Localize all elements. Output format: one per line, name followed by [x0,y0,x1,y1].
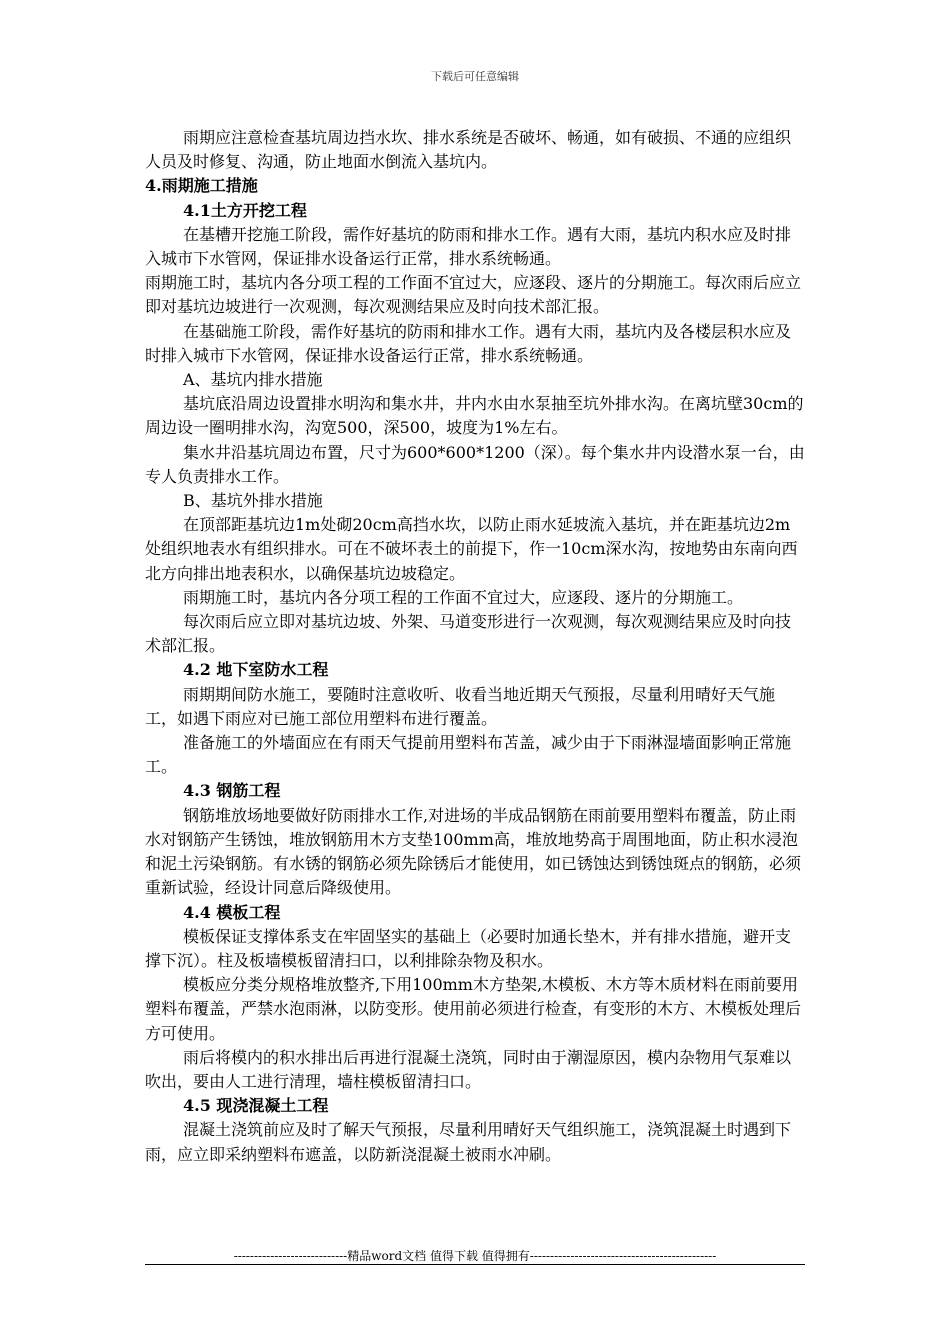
paragraph: 雨期应注意检查基坑周边挡水坎、排水系统是否破坏、畅通，如有破损、不通的应组织人员及时修复、沟通，防止地面水倒流入基坑内。 [145,128,792,172]
page-footer: ----------------------------精品word文档 值得下载 值得拥有---------------------------------------------- [233,1249,717,1263]
subsection-heading: 4.3 钢筋工程 [183,781,281,801]
subsection-heading: 4.1土方开挖工程 [183,200,307,220]
list-label: A、基坑内排水措施 [183,370,323,390]
paragraph: 雨期期间防水施工，要随时注意收听、收看当地近期天气预报，尽量利用晴好天气施工，如遇下雨应对已施工部位用塑料布进行覆盖。 [145,684,776,728]
paragraph: 在基础施工阶段，需作好基坑的防雨和排水工作。遇有大雨，基坑内及各楼层积水应及时排入城市下水管网，保证排水设备运行正常，排水系统畅通。 [145,321,792,365]
paragraph: 集水井沿基坑周边布置，尺寸为600*600*1200（深）。每个集水井内设潜水泵一台，由专人负责排水工作。 [145,442,805,486]
paragraph: 雨期施工时，基坑内各分项工程的工作面不宜过大，应逐段、逐片的分期施工。每次雨后应立即对基坑边坡进行一次观测，每次观测结果应及时向技术部汇报。 [145,273,802,317]
section-heading: 4.雨期施工措施 [145,176,258,196]
paragraph: 模板保证支撑体系支在牢固坚实的基础上（必要时加通长垫木，并有排水措施，避开支撑下沉）。柱及板墙模板留清扫口，以利排除杂物及积水。 [145,926,792,970]
footer-rule [145,1264,805,1265]
paragraph: 钢筋堆放场地要做好防雨排水工作,对进场的半成品钢筋在雨前要用塑料布覆盖，防止雨水对钢筋产生锈蚀，堆放钢筋用木方支垫100mm高，堆放地势高于周围地面，防止积水浸泡和泥土污染钢筋。有水锈的钢筋必须先除锈后才能使用，如已锈蚀达到锈蚀斑点的钢筋，必须重新试验，经设计同意后降级使用。 [145,805,802,898]
subsection-heading: 4.4 模板工程 [183,902,281,922]
paragraph: 混凝土浇筑前应及时了解天气预报，尽量利用晴好天气组织施工，浇筑混凝土时遇到下雨，应立即采纳塑料布遮盖，以防新浇混凝土被雨水冲刷。 [145,1120,792,1164]
paragraph: 模板应分类分规格堆放整齐,下用100mm木方垫架,木模板、木方等木质材料在雨前要用塑料布覆盖，严禁水泡雨淋，以防变形。使用前必须进行检查，有变形的木方、木模板处理后方可使用。 [145,975,802,1043]
paragraph: 雨后将模内的积水排出后再进行混凝土浇筑，同时由于潮湿原因，模内杂物用气泵难以吹出，要由人工进行清理，墙柱模板留清扫口。 [145,1047,792,1091]
document-body [145,126,805,1167]
paragraph: 每次雨后应立即对基坑边坡、外架、马道变形进行一次观测，每次观测结果应及时向技术部汇报。 [145,612,792,656]
paragraph: 在顶部距基坑边1m处砌20cm高挡水坎，以防止雨水延坡流入基坑，并在距基坑边2m处组织地表水有组织排水。可在不破坏表土的前提下，作一10cm深水沟，按地势由东南向西北方向排出地表积水，以确保基坑边坡稳定。 [145,515,798,583]
paragraph: 准备施工的外墙面应在有雨天气提前用塑料布苫盖，减少由于下雨淋湿墙面影响正常施工。 [145,733,792,777]
subsection-heading: 4.5 现浇混凝土工程 [183,1096,329,1116]
paragraph: 雨期施工时，基坑内各分项工程的工作面不宜过大，应逐段、逐片的分期施工。 [183,587,744,607]
subsection-heading: 4.2 地下室防水工程 [183,660,329,680]
list-label: B、基坑外排水措施 [183,491,323,511]
paragraph: 基坑底沿周边设置排水明沟和集水井，井内水由水泵抽至坑外排水沟。在离坑壁30cm的周边设一圈明排水沟，沟宽500，深500，坡度为1%左右。 [145,394,804,438]
paragraph: 在基槽开挖施工阶段，需作好基坑的防雨和排水工作。遇有大雨，基坑内积水应及时排入城市下水管网，保证排水设备运行正常，排水系统畅通。 [145,224,792,269]
page-header: 下载后可任意编辑 [431,70,519,83]
